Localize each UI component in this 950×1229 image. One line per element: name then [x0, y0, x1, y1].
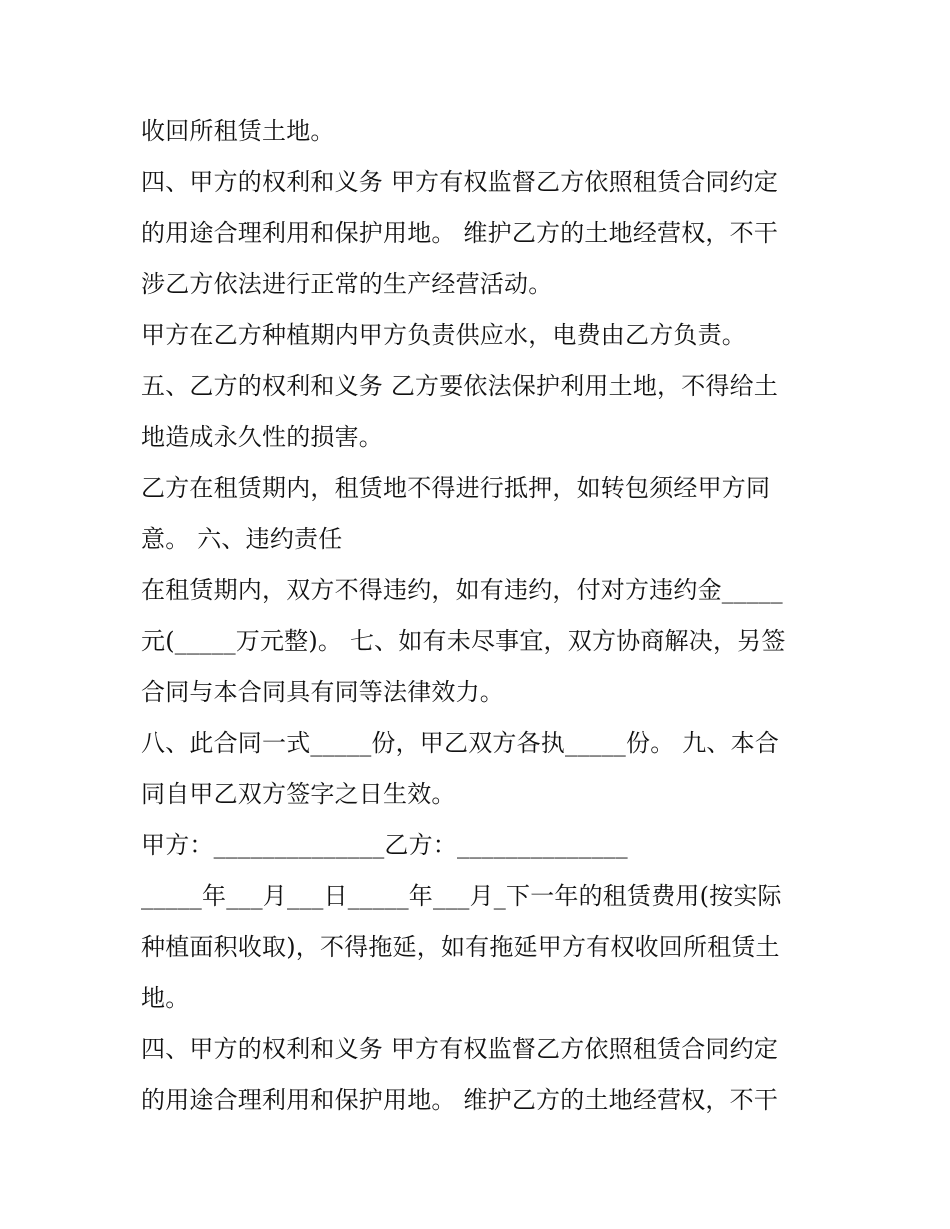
- text-line: 地。: [141, 984, 190, 1012]
- text-line: 乙方在租赁期内，租赁地不得进行抵押，如转包须经甲方同: [141, 474, 771, 502]
- text-line: 涉乙方依法进行正常的生产经营活动。: [141, 270, 553, 298]
- text-line: 地造成永久性的损害。: [141, 423, 383, 451]
- text-line: 合同与本合同具有同等法律效力。: [141, 678, 504, 706]
- text-line: 的用途合理利用和保护用地。 维护乙方的土地经营权，不干: [141, 219, 779, 247]
- text-line: 的用途合理利用和保护用地。 维护乙方的土地经营权，不干: [141, 1086, 779, 1114]
- text-line: 元(_____万元整)。 七、如有未尽事宜，双方协商解决，另签: [141, 627, 786, 655]
- text-line: 种植面积收取)，不得拖延，如有拖延甲方有权收回所租赁土: [141, 933, 780, 961]
- text-line: 收回所租赁土地。: [141, 117, 335, 145]
- text-line: 意。 六、违约责任: [141, 525, 343, 553]
- text-line: 在租赁期内，双方不得违约，如有违约，付对方违约金_____: [141, 576, 783, 604]
- text-line: 八、此合同一式_____份，甲乙双方各执_____份。 九、本合: [141, 729, 780, 757]
- text-line: 四、甲方的权利和义务 甲方有权监督乙方依照租赁合同约定: [141, 168, 779, 196]
- text-line: 五、乙方的权利和义务 乙方要依法保护利用土地，不得给土: [141, 372, 779, 400]
- text-line: 甲方在乙方种植期内甲方负责供应水，电费由乙方负责。: [141, 321, 746, 349]
- contract-text-body: [141, 106, 801, 1126]
- date-line: _____年___月___日_____年___月_下一年的租赁费用(按实际: [141, 882, 782, 910]
- signature-line: 甲方：______________乙方：______________: [141, 831, 628, 859]
- text-line: 四、甲方的权利和义务 甲方有权监督乙方依照租赁合同约定: [141, 1035, 779, 1063]
- text-line: 同自甲乙双方签字之日生效。: [141, 780, 456, 808]
